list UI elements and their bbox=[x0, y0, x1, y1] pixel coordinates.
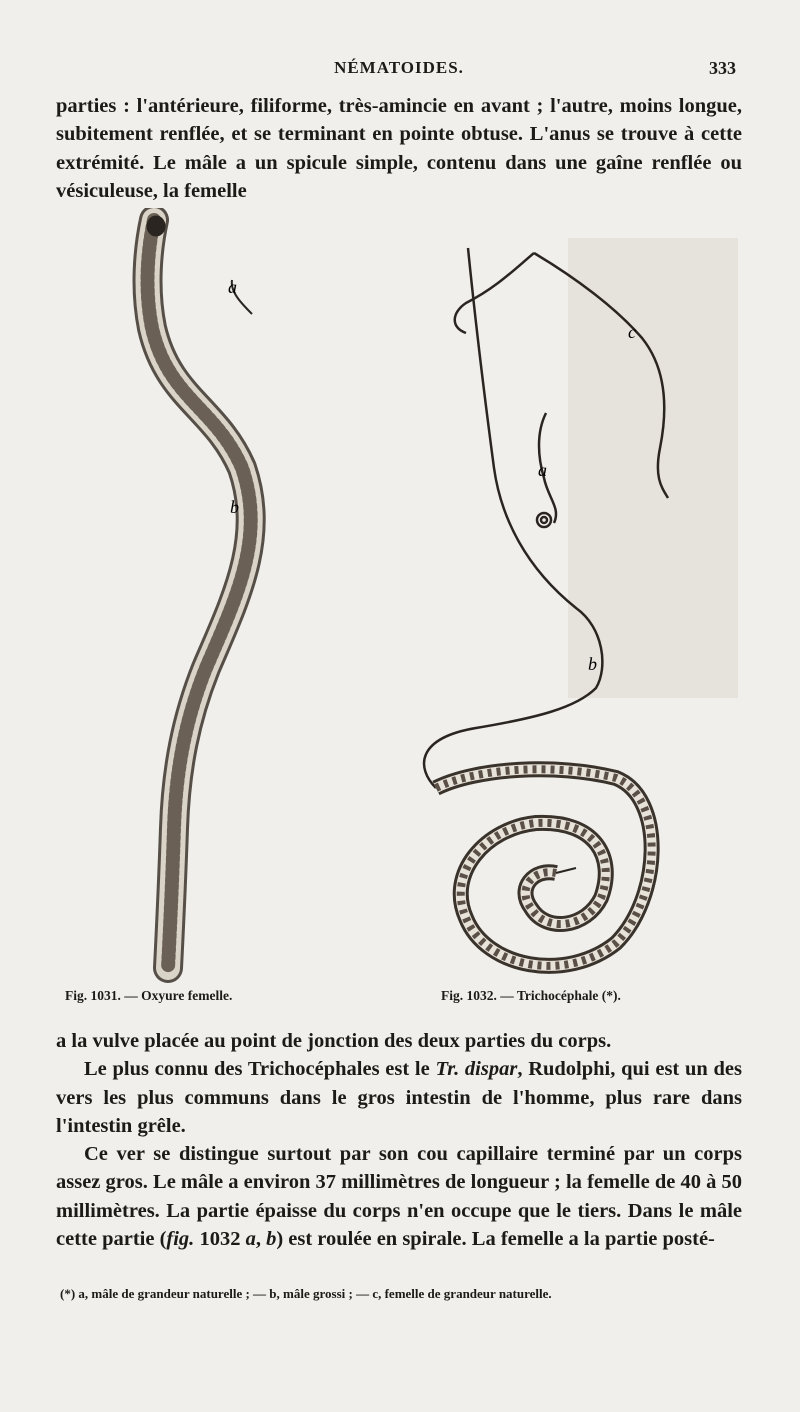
species-name: Tr. dispar bbox=[435, 1058, 518, 1081]
label-left-a: a bbox=[228, 277, 237, 297]
fig-ref: fig. bbox=[166, 1228, 195, 1251]
label-a: a bbox=[538, 460, 547, 480]
label-c: c bbox=[628, 322, 636, 342]
chapter-title: NÉMATOIDES. bbox=[334, 58, 464, 77]
p3-text-end: ) est roulée en spirale. La femelle a la partie posté- bbox=[276, 1228, 715, 1251]
p2-text-start: Le plus connu des Trichocéphales est le bbox=[84, 1058, 436, 1081]
paragraph-3 bbox=[56, 1140, 742, 1253]
caption-fig-1032: Fig. 1032. — Trichocéphale (*). bbox=[441, 988, 621, 1003]
body-text-bottom bbox=[56, 1027, 742, 1253]
p2-text-end: , Rudolphi, qui est un des vers les plus communs dans le gros intestin de l'homme, plus rare dans l'intestin grêle. bbox=[56, 1058, 742, 1137]
footnote: (*) a, mâle de grandeur naturelle ; — b, mâle grossi ; — c, femelle de grandeur naturelle. bbox=[60, 1286, 552, 1301]
figure-drawing bbox=[56, 208, 742, 1020]
label-b: b bbox=[588, 654, 597, 674]
p3-label-b: b bbox=[266, 1228, 277, 1251]
oxyure-worm bbox=[147, 216, 252, 968]
p3-text-start: Ce ver se distingue surtout par son cou capillaire terminé par un corps assez gros. Le mâle a environ 37 millimètres de longueur ; la femelle de 40 à 50 millimètres. La partie épaisse du corps n'en occupe que le tiers. Dans le mâle cette partie ( bbox=[56, 1143, 742, 1251]
p3-comma: , bbox=[255, 1228, 267, 1251]
caption-fig-1031: Fig. 1031. — Oxyure femelle. bbox=[65, 988, 233, 1003]
illustration bbox=[56, 208, 742, 1020]
p3-label-a: a bbox=[245, 1228, 256, 1251]
paragraph-1: a la vulve placée au point de jonction des deux parties du corps. bbox=[56, 1030, 612, 1052]
label-left-b: b bbox=[230, 497, 239, 517]
p3-fig-number: 1032 bbox=[194, 1228, 246, 1251]
paragraph-top: parties : l'antérieure, filiforme, très-amincie en avant ; l'autre, moins longue, subitement renflée, et se terminant en pointe obtuse. L'anus se trouve à cette extrémité. Le mâle a un spicule simple, contenu dans une gaîne renflée ou vésiculeuse, la femelle bbox=[56, 95, 742, 202]
page-number: 333 bbox=[709, 58, 736, 78]
paragraph-2 bbox=[56, 1055, 742, 1140]
running-header bbox=[56, 58, 742, 88]
